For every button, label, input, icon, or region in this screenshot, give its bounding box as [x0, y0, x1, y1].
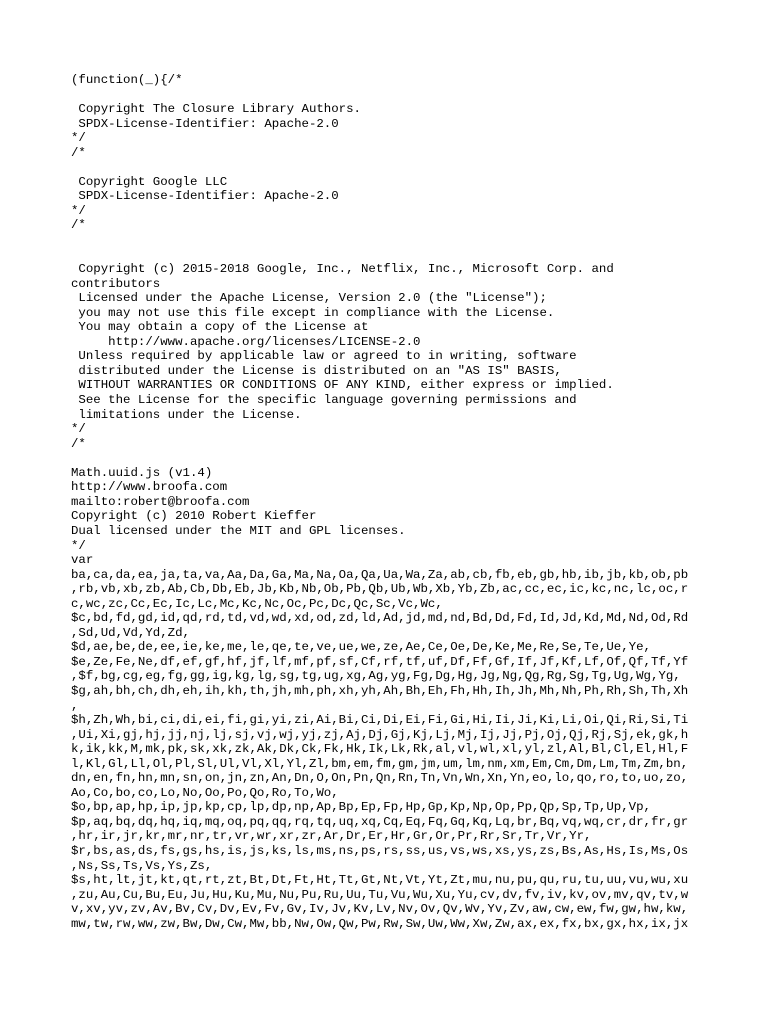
code-line: ,$f,bg,cg,eg,fg,gg,ig,kg,lg,sg,tg,ug,xg,Ag,yg,Fg,Dg,Hg,Jg,Ng,Qg,Rg,Sg,Tg,Ug,Wg,Yg, — [71, 669, 681, 684]
code-line: You may obtain a copy of the License at — [71, 320, 369, 335]
code-line: Unless required by applicable law or agreed to in writing, software — [71, 349, 577, 364]
code-line: $r,bs,as,ds,fs,gs,hs,is,js,ks,ls,ms,ns,ps,rs,ss,us,vs,ws,xs,ys,zs,Bs,As,Hs,Is,Ms,Os — [71, 843, 689, 858]
code-line — [71, 248, 701, 263]
code-line: you may not use this file except in compliance with the License. — [71, 305, 555, 320]
code-line: ,Sd,Ud,Vd,Yd,Zd, — [71, 625, 190, 640]
code-line: l,Kl,Gl,Ll,Ol,Pl,Sl,Ul,Vl,Xl,Yl,Zl,bm,em,fm,gm,jm,um,lm,nm,xm,Em,Cm,Dm,Lm,Tm,Zm,bn, — [71, 756, 689, 771]
code-line: SPDX-License-Identifier: Apache-2.0 — [71, 116, 339, 131]
code-line: Copyright The Closure Library Authors. — [71, 102, 361, 117]
code-line: ,Ns,Ss,Ts,Vs,Ys,Zs, — [71, 858, 213, 873]
code-line: Math.uuid.js (v1.4) — [71, 465, 213, 480]
code-line — [71, 160, 701, 175]
code-line: See the License for the specific language governing permissions and — [71, 393, 577, 408]
code-line: $g,ah,bh,ch,dh,eh,ih,kh,th,jh,mh,ph,xh,yh,Ah,Bh,Eh,Fh,Hh,Ih,Jh,Mh,Nh,Ph,Rh,Sh,Th,Xh — [71, 683, 689, 698]
code-line: /* — [71, 218, 86, 233]
code-line: ,rb,vb,xb,zb,Ab,Cb,Db,Eb,Jb,Kb,Nb,Ob,Pb,Qb,Ub,Wb,Xb,Yb,Zb,ac,cc,ec,ic,kc,nc,lc,oc,r — [71, 582, 689, 597]
code-line: $p,aq,bq,dq,hq,iq,mq,oq,pq,qq,rq,tq,uq,xq,Cq,Eq,Fq,Gq,Kq,Lq,br,Bq,vq,wq,cr,dr,fr,gr — [71, 814, 689, 829]
code-line: $o,bp,ap,hp,ip,jp,kp,cp,lp,dp,np,Ap,Bp,Ep,Fp,Hp,Gp,Kp,Np,Op,Pp,Qp,Sp,Tp,Up,Vp, — [71, 800, 651, 815]
code-line: SPDX-License-Identifier: Apache-2.0 — [71, 189, 339, 204]
code-line: ,Ui,Xi,gj,hj,jj,nj,lj,sj,vj,wj,yj,zj,Aj,Dj,Gj,Kj,Lj,Mj,Ij,Jj,Pj,Oj,Qj,Rj,Sj,ek,gk,h — [71, 727, 689, 742]
code-line: */ — [71, 131, 86, 146]
code-line: ,hr,ir,jr,kr,mr,nr,tr,vr,wr,xr,zr,Ar,Dr,Er,Hr,Gr,Or,Pr,Rr,Sr,Tr,Vr,Yr, — [71, 829, 592, 844]
code-line: $c,bd,fd,gd,id,qd,rd,td,vd,wd,xd,od,zd,ld,Ad,jd,md,nd,Bd,Dd,Fd,Id,Jd,Kd,Md,Nd,Od,Rd — [71, 611, 689, 626]
code-line — [71, 233, 701, 248]
code-line: limitations under the License. — [71, 407, 302, 422]
code-line: (function(_){/* — [71, 73, 183, 87]
code-line: /* — [71, 436, 86, 451]
code-line: mailto:robert@broofa.com — [71, 494, 250, 509]
code-line: mw,tw,rw,ww,zw,Bw,Dw,Cw,Mw,bb,Nw,Ow,Qw,Pw,Rw,Sw,Uw,Ww,Xw,Zw,ax,ex,fx,bx,gx,hx,ix,jx — [71, 916, 689, 931]
code-line: c,wc,zc,Cc,Ec,Ic,Lc,Mc,Kc,Nc,Oc,Pc,Dc,Qc,Sc,Vc,Wc, — [71, 596, 443, 611]
code-line: $h,Zh,Wh,bi,ci,di,ei,fi,gi,yi,zi,Ai,Bi,Ci,Di,Ei,Fi,Gi,Hi,Ii,Ji,Ki,Li,Oi,Qi,Ri,Si,Ti — [71, 713, 689, 728]
code-line: Copyright (c) 2010 Robert Kieffer — [71, 509, 317, 524]
code-line: */ — [71, 203, 86, 218]
code-line: WITHOUT WARRANTIES OR CONDITIONS OF ANY KIND, either express or implied. — [71, 378, 614, 393]
code-line: v,xv,yv,zv,Av,Bv,Cv,Dv,Ev,Fv,Gv,Iv,Jv,Kv,Lv,Nv,Ov,Qv,Wv,Yv,Zv,aw,cw,ew,fw,gw,hw,kw, — [71, 902, 689, 917]
code-line: http://www.broofa.com — [71, 480, 228, 495]
code-line: dn,en,fn,hn,mn,sn,on,jn,zn,An,Dn,O,On,Pn,Qn,Rn,Tn,Vn,Wn,Xn,Yn,eo,lo,qo,ro,to,uo,zo, — [71, 771, 689, 786]
code-line: Licensed under the Apache License, Version 2.0 (the "License"); — [71, 291, 547, 306]
code-line: Copyright Google LLC — [71, 174, 228, 189]
code-line: k,ik,kk,M,mk,pk,sk,xk,zk,Ak,Dk,Ck,Fk,Hk,Ik,Lk,Rk,al,vl,wl,xl,yl,zl,Al,Bl,Cl,El,Hl,F — [71, 742, 689, 757]
code-line: */ — [71, 422, 86, 437]
code-line: */ — [71, 538, 86, 553]
code-line: $s,ht,lt,jt,kt,qt,rt,zt,Bt,Dt,Ft,Ht,Tt,Gt,Nt,Vt,Yt,Zt,mu,nu,pu,qu,ru,tu,uu,vu,wu,xu — [71, 873, 689, 888]
code-document — [71, 73, 701, 931]
code-line: distributed under the License is distributed on an "AS IS" BASIS, — [71, 363, 562, 378]
code-line: /* — [71, 145, 86, 160]
code-line: var — [71, 553, 94, 568]
code-line: , — [71, 698, 79, 713]
code-line — [71, 88, 701, 103]
code-line: ba,ca,da,ea,ja,ta,va,Aa,Da,Ga,Ma,Na,Oa,Qa,Ua,Wa,Za,ab,cb,fb,eb,gb,hb,ib,jb,kb,ob,pb — [71, 567, 689, 582]
code-line — [71, 451, 701, 466]
code-line: $e,Ze,Fe,Ne,df,ef,gf,hf,jf,lf,mf,pf,sf,Cf,rf,tf,uf,Df,Ff,Gf,If,Jf,Kf,Lf,Of,Qf,Tf,Yf — [71, 654, 689, 669]
code-line: http://www.apache.org/licenses/LICENSE-2.0 — [71, 334, 421, 349]
code-line: $d,ae,be,de,ee,ie,ke,me,le,qe,te,ve,ue,we,ze,Ae,Ce,Oe,De,Ke,Me,Re,Se,Te,Ue,Ye, — [71, 640, 651, 655]
code-line: Ao,Co,bo,co,Lo,No,Oo,Po,Qo,Ro,To,Wo, — [71, 785, 339, 800]
code-line: contributors — [71, 276, 161, 291]
code-line: Dual licensed under the MIT and GPL licenses. — [71, 523, 406, 538]
code-line: Copyright (c) 2015-2018 Google, Inc., Netflix, Inc., Microsoft Corp. and — [71, 262, 614, 277]
code-line: ,zu,Au,Cu,Bu,Eu,Ju,Hu,Ku,Mu,Nu,Pu,Ru,Uu,Tu,Vu,Wu,Xu,Yu,cv,dv,fv,iv,kv,ov,mv,qv,tv,w — [71, 887, 689, 902]
